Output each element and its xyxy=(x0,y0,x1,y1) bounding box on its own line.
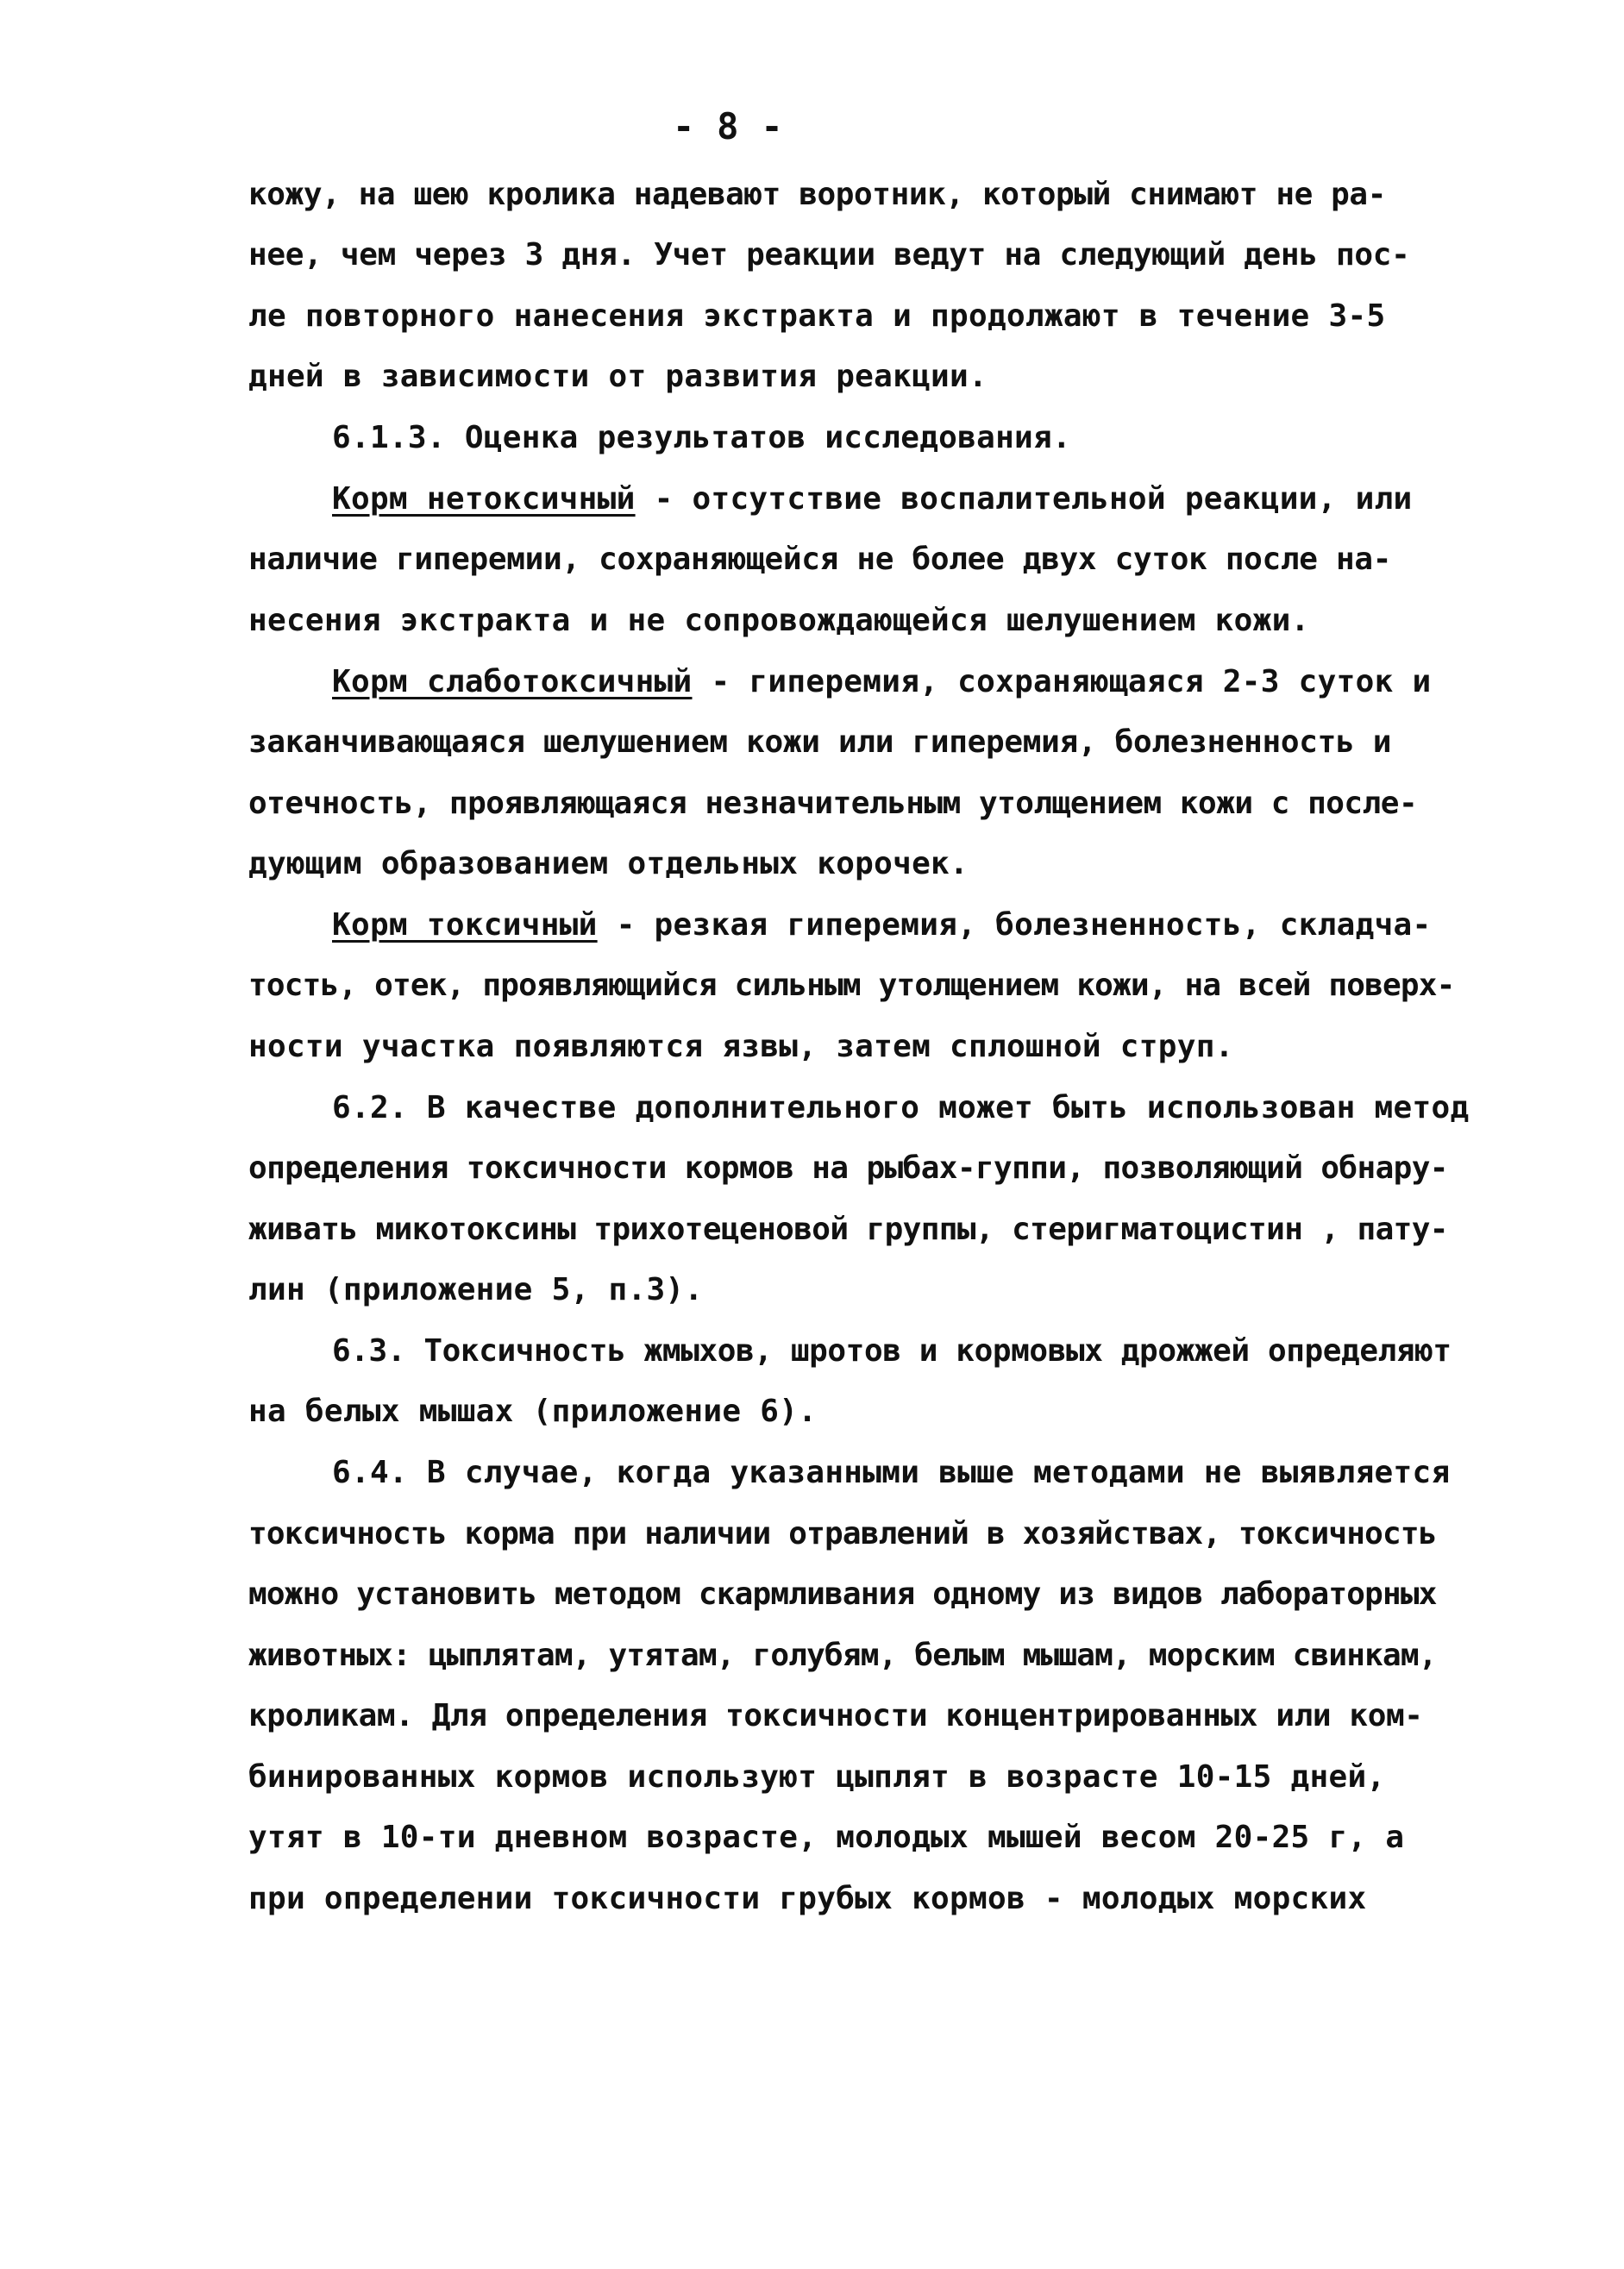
text-line: бинированных кормов используют цыплят в возрасте 10-15 дней, xyxy=(248,1759,1386,1795)
text-line: тость, отек, проявляющийся сильным утолщением кожи, на всей поверх- xyxy=(248,968,1455,1003)
text-line: на белых мышах (приложение 6). xyxy=(248,1394,818,1429)
term-slightly-toxic: Корм слаботоксичный xyxy=(332,664,693,699)
page-number: - 8 - xyxy=(673,105,783,147)
text-line: ле повторного нанесения экстракта и продолжают в течение 3-5 xyxy=(248,298,1386,334)
text-line: живать микотоксины трихотеценовой группы, стеригматоцистин , пату- xyxy=(248,1212,1448,1247)
text-line: ности участка появляются язвы, затем сплошной струп. xyxy=(248,1029,1234,1064)
text-line: наличие гиперемии, сохраняющейся не более двух суток после на- xyxy=(248,542,1392,577)
definition-slightly-toxic: - гиперемия, сохраняющаяся 2-3 суток и xyxy=(692,664,1432,699)
text-line: 6.3. Токсичность жмыхов, шротов и кормовых дрожжей определяют xyxy=(332,1333,1452,1369)
text-line: при определении токсичности грубых кормов - молодых морских xyxy=(248,1881,1367,1916)
definition-nontoxic: - отсутствие воспалительной реакции, или xyxy=(635,481,1413,517)
text-line xyxy=(332,664,1432,699)
section-heading: 6.1.3. Оценка результатов исследования. xyxy=(332,420,1071,455)
term-toxic: Корм токсичный xyxy=(332,907,598,943)
text-line: 6.2. В качестве дополнительного может быть использован метод xyxy=(332,1090,1470,1125)
text-line: утят в 10-ти дневном возрасте, молодых мышей весом 20-25 г, а xyxy=(248,1820,1405,1855)
text-line: токсичность корма при наличии отравлений в хозяйствах, токсичность xyxy=(248,1516,1437,1551)
text-line: нее, чем через 3 дня. Учет реакции ведут на следующий день пос- xyxy=(248,237,1410,273)
text-line: кожу, на шею кролика надевают воротник, который снимают не ра- xyxy=(248,177,1386,212)
term-nontoxic: Корм нетоксичный xyxy=(332,481,636,517)
text-line: кроликам. Для определения токсичности концентрированных или ком- xyxy=(248,1698,1423,1733)
text-line: дней в зависимости от развития реакции. xyxy=(248,359,988,394)
text-line: лин (приложение 5, п.3). xyxy=(248,1272,704,1307)
text-line: заканчивающаяся шелушением кожи или гиперемия, болезненность и xyxy=(248,724,1392,760)
text-line: несения экстракта и не сопровождающейся шелушением кожи. xyxy=(248,603,1310,638)
definition-toxic: - резкая гиперемия, болезненность, складча- xyxy=(597,907,1432,943)
text-line: животных: цыплятам, утятам, голубям, белым мышам, морским свинкам, xyxy=(248,1638,1437,1673)
text-line xyxy=(332,907,1432,943)
text-line: определения токсичности кормов на рыбах-гуппи, позволяющий обнару- xyxy=(248,1150,1448,1186)
text-line: дующим образованием отдельных корочек. xyxy=(248,846,969,881)
text-line: можно установить методом скармливания одному из видов лабораторных xyxy=(248,1576,1437,1612)
text-line: 6.4. В случае, когда указанными выше методами не выявляется xyxy=(332,1455,1451,1490)
text-line xyxy=(332,481,1413,517)
text-line: отечность, проявляющаяся незначительным утолщением кожи с после- xyxy=(248,786,1418,821)
